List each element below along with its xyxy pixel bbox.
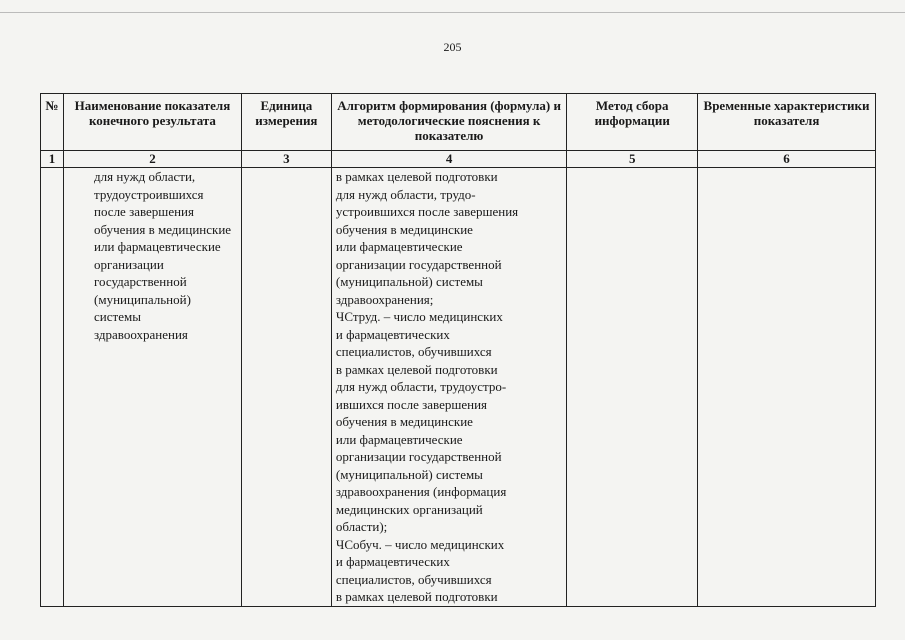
table-header-row	[41, 94, 876, 151]
column-number: 3	[241, 151, 331, 168]
column-number: 5	[567, 151, 698, 168]
cell-collection-method	[567, 168, 698, 607]
page-number: 205	[443, 40, 462, 54]
column-number: 4	[331, 151, 566, 168]
cell-time-characteristics	[698, 168, 876, 607]
header-time-characteristics: Временные характеристики показателя	[698, 94, 876, 151]
cell-indicator-name: для нужд области, трудоустроившихся после завершения обучения в медицинские или фармацевтические организации государственной (муниципальной) системы здравоохранения	[64, 168, 242, 607]
header-indicator-name: Наименование показателя конечного результата	[64, 94, 242, 151]
header-algorithm: Алгоритм формирования (формула) и методологические пояснения к показателю	[331, 94, 566, 151]
header-unit: Единица измерения	[241, 94, 331, 151]
column-number-row	[41, 151, 876, 168]
cell-unit	[241, 168, 331, 607]
page-top-edge	[0, 0, 905, 13]
header-collection-method: Метод сбора информации	[567, 94, 698, 151]
cell-number	[41, 168, 64, 607]
header-number: №	[41, 94, 64, 151]
column-number: 2	[64, 151, 242, 168]
cell-algorithm: в рамках целевой подготовки для нужд области, трудо- устроившихся после завершения обучения в медицинские или фармацевтические организации государственной (муниципальной) системы здравоохранения; ЧСтруд. – число медицинских и фармацевтических специалистов, обучившихся в рамках целевой подготовки для нужд области, трудоустро- ившихся после завершения обучения в медицинские или фармацевтические организации государственной (муниципальной) системы здравоохранения (информация медицинских организаций области); ЧСобуч. – число медицинских и фармацевтических специалистов, обучившихся в рамках целевой подготовки	[331, 168, 566, 607]
indicator-table	[40, 93, 876, 607]
table-row	[41, 168, 876, 607]
column-number: 1	[41, 151, 64, 168]
column-number: 6	[698, 151, 876, 168]
